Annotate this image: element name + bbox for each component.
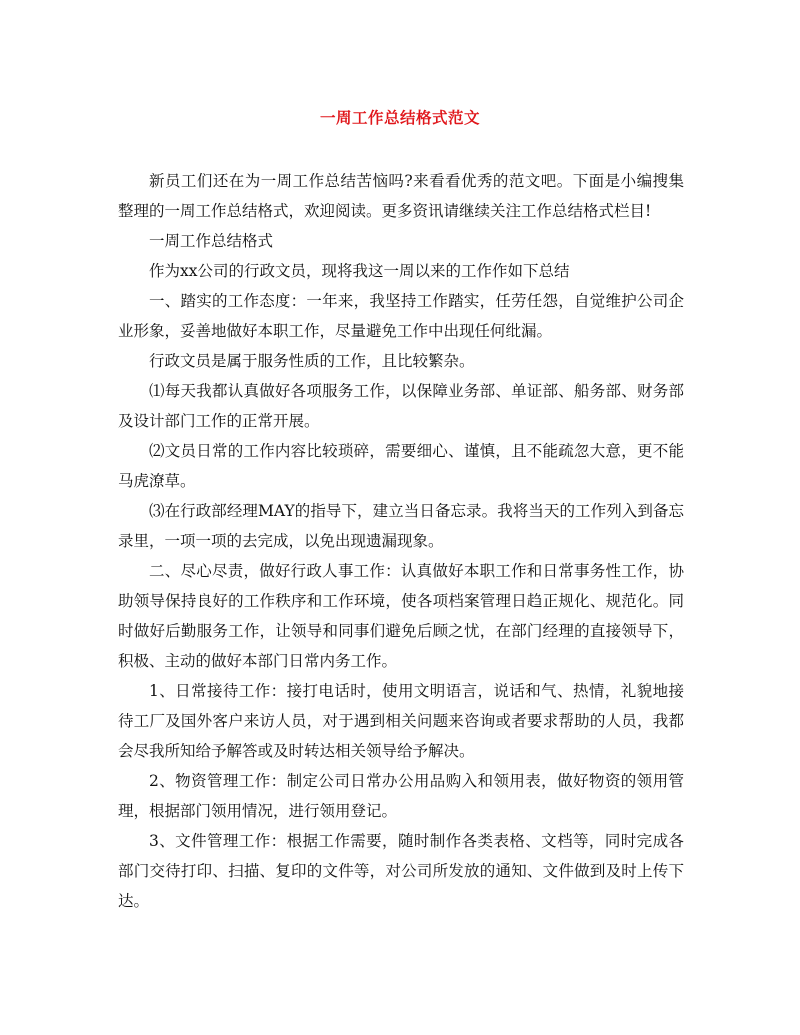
paragraph-reception: 1、日常接待工作：接打电话时，使用文明语言，说话和气、热情，礼貌地接待工厂及国外客户来访人员，对于遇到相关问题来咨询或者要求帮助的人员，我都会尽我所知给予解答或及时转达相关领导给予解决。 (118, 682, 684, 760)
paragraph-section-2: 二、尽心尽责，做好行政人事工作：认真做好本职工作和日常事务性工作，协助领导保持良好的工作秩序和工作环境，使各项档案管理日趋正规化、规范化。同时做好后勤服务工作，让领导和同事们避免后顾之忧，在部门经理的直接领导下，积极、主动的做好本部门日常内务工作。 (118, 562, 684, 670)
paragraph-files: 3、文件管理工作：根据工作需要，随时制作各类表格、文档等，同时完成各部门交待打印、扫描、复印的文件等，对公司所发放的通知、文件做到及时上传下达。 (118, 832, 684, 910)
paragraph-subheading: 一周工作总结格式 (149, 232, 274, 250)
paragraph-section-1: 一、踏实的工作态度：一年来，我坚持工作踏实，任劳任怨，自觉维护公司企业形象，妥善地做好本职工作，尽量避免工作中出现任何纰漏。 (118, 292, 684, 340)
paragraph-materials: 2、物资管理工作：制定公司日常办公用品购入和领用表，做好物资的领用管理，根据部门领用情况，进行领用登记。 (118, 772, 684, 820)
paragraph-intro: 新员工们还在为一周工作总结苦恼吗?来看看优秀的范文吧。下面是小编搜集整理的一周工作总结格式，欢迎阅读。更多资讯请继续关注工作总结格式栏目! (118, 172, 684, 220)
paragraph-item-2: ⑵文员日常的工作内容比较琐碎，需要细心、谨慎，且不能疏忽大意，更不能马虎潦草。 (118, 442, 684, 490)
document-body (118, 166, 684, 916)
paragraph-item-3: ⑶在行政部经理MAY的指导下，建立当日备忘录。我将当天的工作列入到备忘录里，一项一项的去完成，以免出现遗漏现象。 (118, 502, 684, 550)
paragraph-opening: 作为xx公司的行政文员，现将我这一周以来的工作作如下总结 (149, 262, 570, 280)
paragraph-item-1: ⑴每天我都认真做好各项服务工作，以保障业务部、单证部、船务部、财务部及设计部门工作的正常开展。 (118, 382, 684, 430)
paragraph-nature: 行政文员是属于服务性质的工作，且比较繁杂。 (149, 352, 475, 370)
document-title: 一周工作总结格式范文 (319, 108, 480, 127)
